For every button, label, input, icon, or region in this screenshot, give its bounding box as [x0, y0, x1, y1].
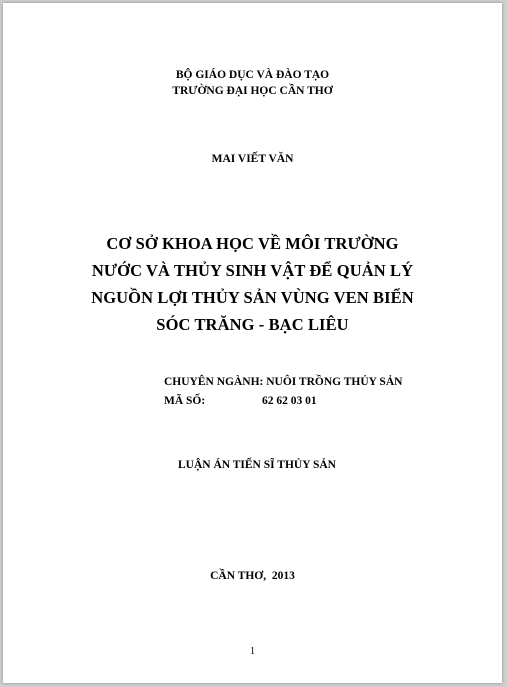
document-page [3, 3, 502, 683]
author-name: MAI VIẾT VĂN [211, 153, 294, 165]
thesis-title-line-4: SÓC TRĂNG - BẠC LIÊU [156, 315, 349, 334]
code-label: MÃ SỐ: [164, 395, 206, 407]
ministry-name: BỘ GIÁO DỤC VÀ ĐÀO TẠO [175, 69, 330, 81]
thesis-title-line-3: NGUỒN LỢI THỦY SẢN VÙNG VEN BIỂN [91, 288, 414, 307]
place-and-year: CẦN THƠ, 2013 [210, 570, 295, 582]
university-name: TRƯỜNG ĐẠI HỌC CẦN THƠ [172, 85, 333, 97]
thesis-type: LUẬN ÁN TIẾN SĨ THỦY SẢN [178, 459, 336, 471]
major-line: CHUYÊN NGÀNH: NUÔI TRỒNG THỦY SẢN [164, 376, 403, 388]
page-number: 1 [250, 646, 255, 657]
thesis-title-line-1: CƠ SỞ KHOA HỌC VỀ MÔI TRƯỜNG [106, 234, 399, 253]
code-value: 62 62 03 01 [262, 395, 317, 407]
thesis-title-line-2: NƯỚC VÀ THỦY SINH VẬT ĐỂ QUẢN LÝ [91, 261, 414, 280]
